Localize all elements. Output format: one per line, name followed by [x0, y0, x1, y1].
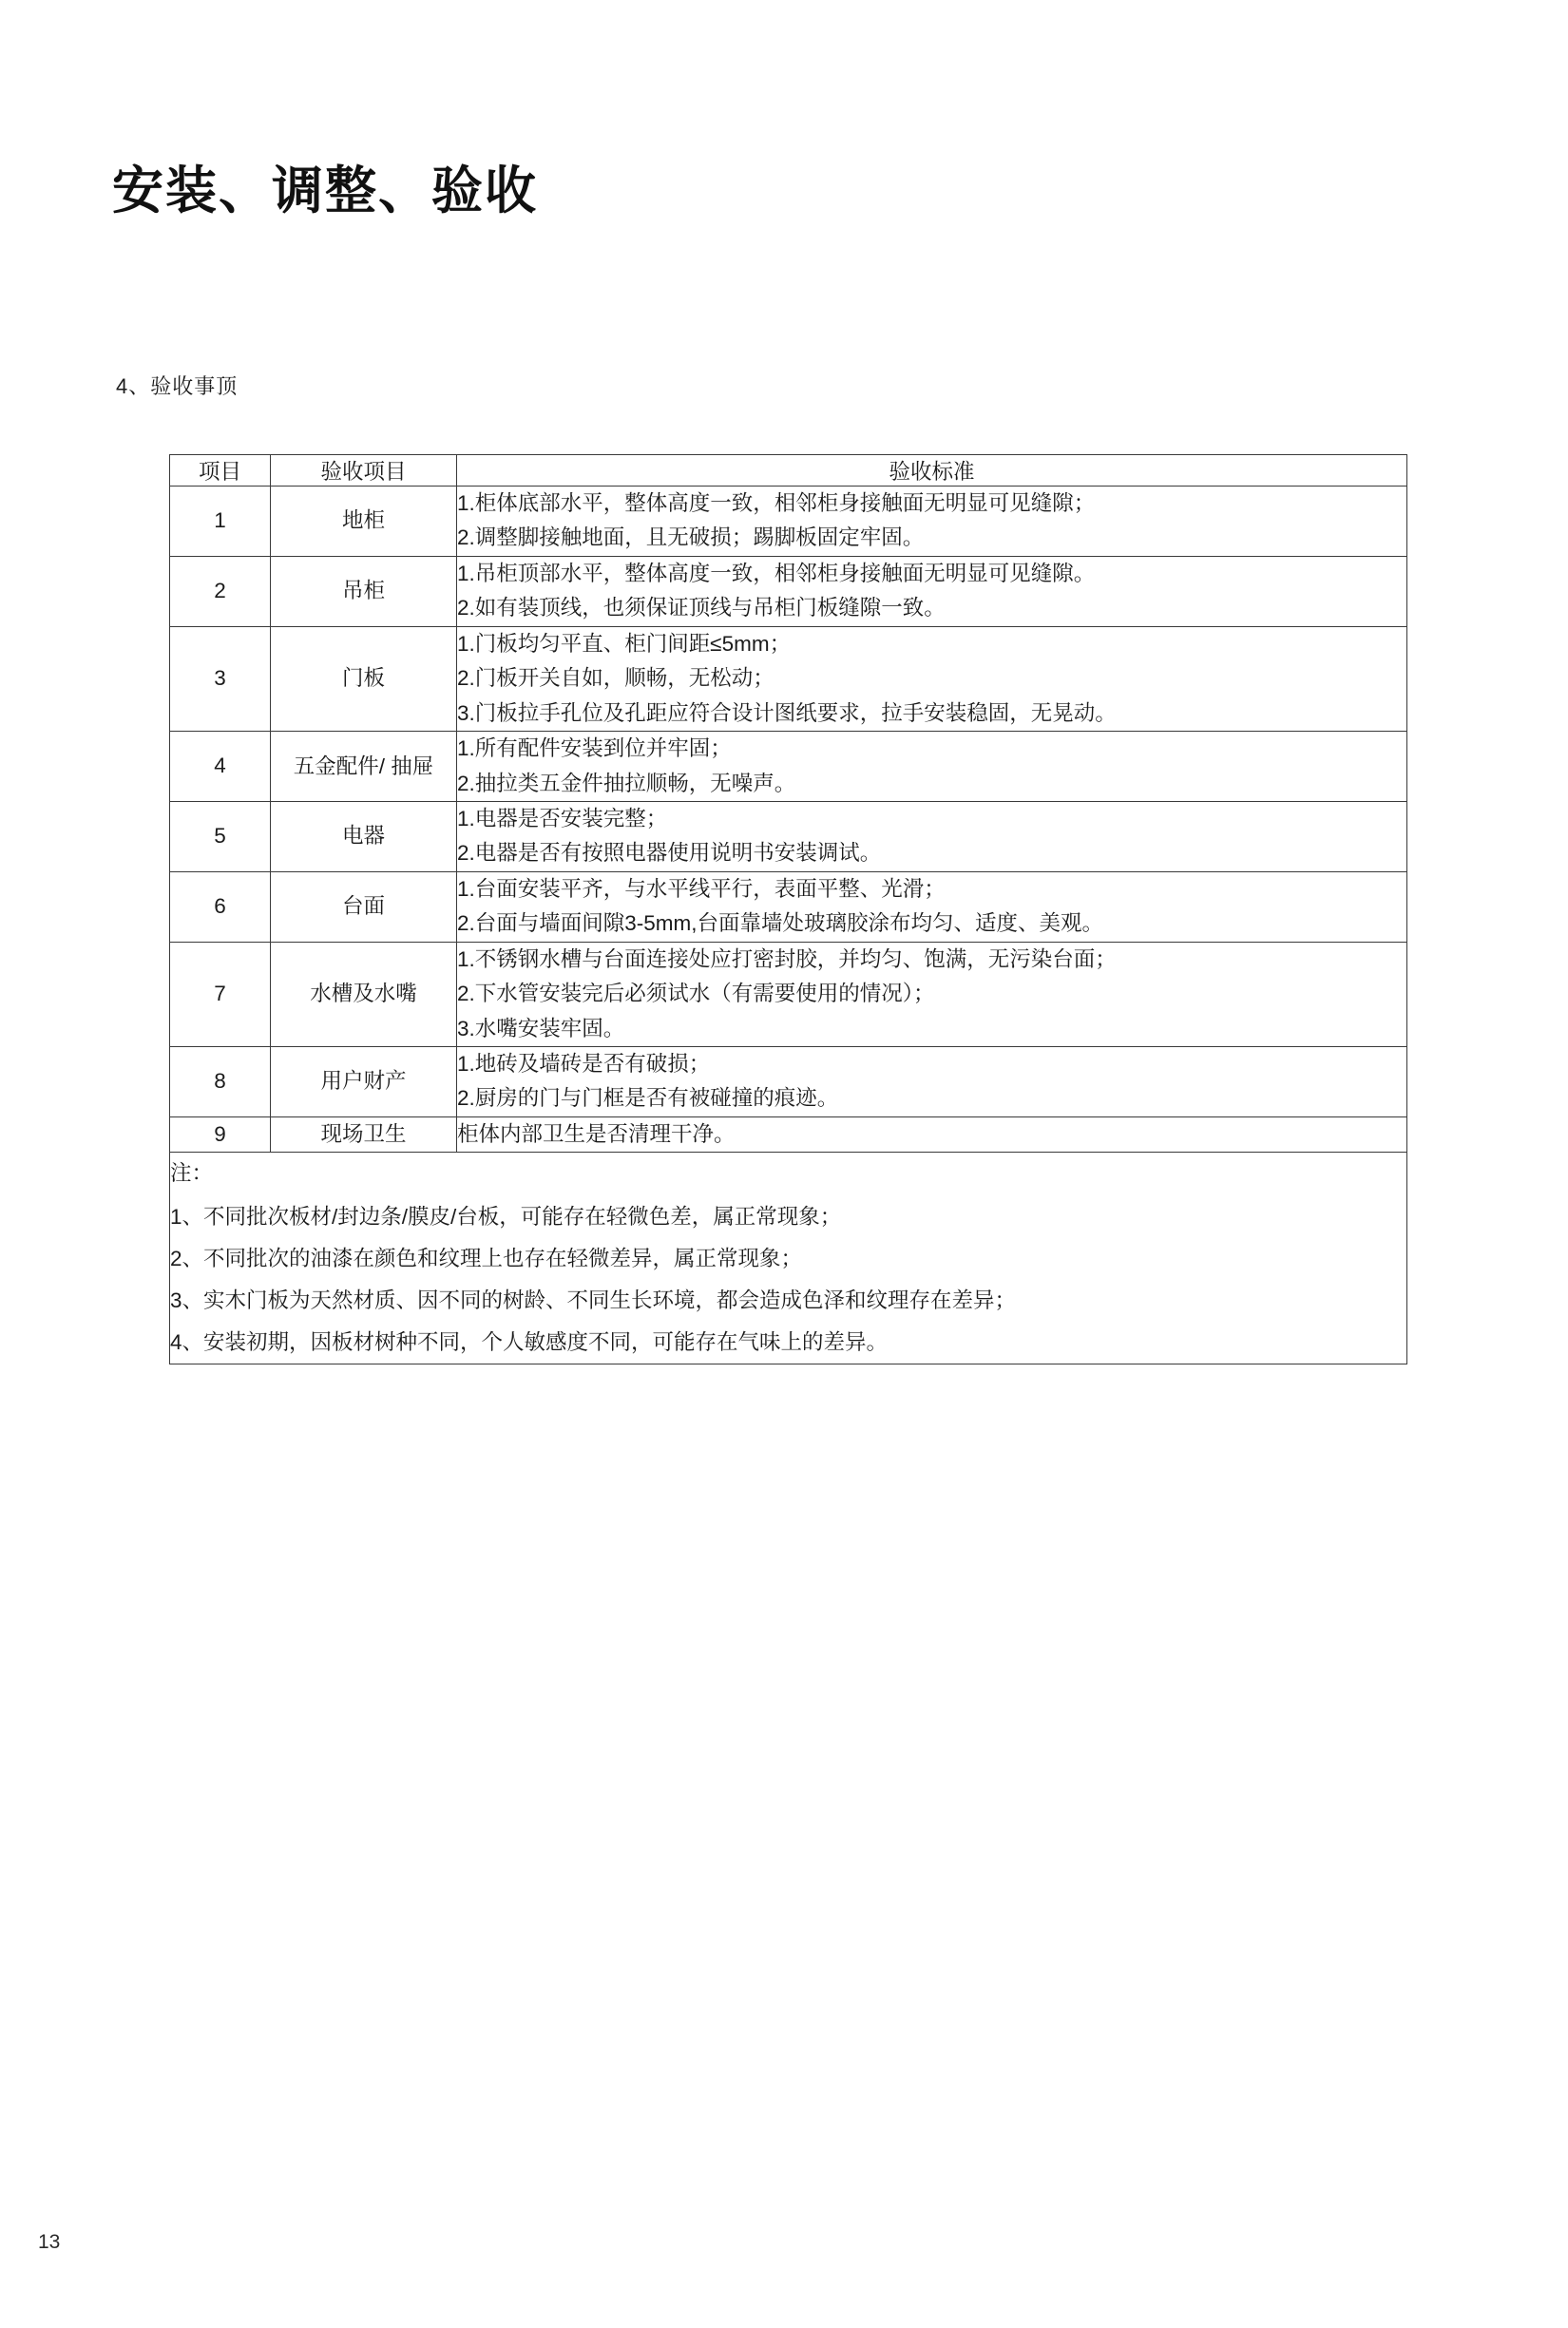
standard-line: 3.门板拉手孔位及孔距应符合设计图纸要求，拉手安装稳固，无晃动。 [457, 700, 1117, 725]
row-standard [457, 801, 1407, 871]
standard-line: 2.调整脚接触地面，且无破损；踢脚板固定牢固。 [457, 525, 925, 550]
table-row [170, 871, 1407, 942]
row-standard [457, 1116, 1407, 1152]
row-item: 地柜 [271, 487, 457, 557]
table-row [170, 556, 1407, 626]
column-header-standard: 验收标准 [457, 455, 1407, 487]
row-id: 5 [170, 801, 271, 871]
standard-line: 1.地砖及墙砖是否有破损； [457, 1052, 711, 1076]
row-id: 9 [170, 1116, 271, 1152]
standard-line: 1.吊柜顶部水平，整体高度一致，相邻柜身接触面无明显可见缝隙。 [457, 561, 1096, 585]
row-item [271, 732, 457, 802]
row-id: 7 [170, 942, 271, 1046]
page-title: 安装、调整、验收 [112, 162, 538, 220]
row-standard [457, 626, 1407, 731]
row-item: 门板 [271, 626, 457, 731]
standard-line: 2.抽拉类五金件抽拉顺畅，无噪声。 [457, 771, 796, 795]
row-item: 水槽及水嘴 [271, 942, 457, 1046]
row-item: 电器 [271, 801, 457, 871]
row-standard [457, 732, 1407, 802]
row-id: 1 [170, 487, 271, 557]
table-row [170, 626, 1407, 731]
standard-line: 1.不锈钢水槽与台面连接处应打密封胶，并均匀、饱满，无污染台面； [457, 946, 1117, 971]
notes-line: 1、不同批次板材/封边条/膜皮/台板，可能存在轻微色差，属正常现象； [170, 1205, 842, 1230]
table-row [170, 487, 1407, 557]
table-row [170, 801, 1407, 871]
standard-line: 2.门板开关自如，顺畅，无松动； [457, 666, 774, 691]
notes-title: 注： [170, 1161, 214, 1186]
standard-line: 1.电器是否安装完整； [457, 806, 668, 830]
row-standard [457, 556, 1407, 626]
row-id: 4 [170, 732, 271, 802]
row-item: 吊柜 [271, 556, 457, 626]
notes-line: 2、不同批次的油漆在颜色和纹理上也存在轻微差异，属正常现象； [170, 1247, 803, 1271]
standard-line: 1.所有配件安装到位并牢固； [457, 736, 732, 761]
row-id: 3 [170, 626, 271, 731]
table-notes-row [170, 1153, 1407, 1364]
column-header-item: 验收项目 [271, 455, 457, 487]
row-standard [457, 942, 1407, 1046]
acceptance-table-wrapper [169, 454, 1406, 1364]
row-standard [457, 1047, 1407, 1117]
standard-line: 2.台面与墙面间隙3-5mm,台面靠墙处玻璃胶涂布均匀、适度、美观。 [457, 911, 1104, 936]
section-label: 4、验收事顶 [116, 374, 239, 398]
row-id: 2 [170, 556, 271, 626]
page-number: 13 [38, 2231, 61, 2253]
standard-line: 1.台面安装平齐，与水平线平行，表面平整、光滑； [457, 876, 946, 901]
standard-line: 1.门板均匀平直、柜门间距≤5mm； [457, 631, 792, 656]
table-row [170, 1116, 1407, 1152]
table-row [170, 1047, 1407, 1117]
row-item: 现场卫生 [271, 1116, 457, 1152]
row-item: 台面 [271, 871, 457, 942]
row-standard [457, 871, 1407, 942]
table-row [170, 732, 1407, 802]
notes-cell [170, 1153, 1407, 1364]
row-item-line: 抽屉 [391, 754, 434, 778]
notes-line: 4、安装初期，因板材树种不同，个人敏感度不同，可能存在气味上的差异。 [170, 1329, 889, 1354]
column-header-id: 项目 [170, 455, 271, 487]
row-item: 用户财产 [271, 1047, 457, 1117]
table-header-row [170, 455, 1407, 487]
row-id: 6 [170, 871, 271, 942]
standard-line: 1.柜体底部水平，整体高度一致，相邻柜身接触面无明显可见缝隙； [457, 491, 1096, 515]
standard-line: 2.如有装顶线，也须保证顶线与吊柜门板缝隙一致。 [457, 596, 946, 620]
standard-line: 2.下水管安装完后必须试水（有需要使用的情况）； [457, 982, 935, 1006]
acceptance-table [169, 454, 1407, 1364]
notes-line: 3、实木门板为天然材质、因不同的树龄、不同生长环境，都会造成色泽和纹理存在差异； [170, 1288, 1017, 1312]
row-id: 8 [170, 1047, 271, 1117]
standard-line: 3.水嘴安装牢固。 [457, 1016, 625, 1040]
standard-line: 2.电器是否有按照电器使用说明书安装调试。 [457, 841, 882, 866]
row-standard [457, 487, 1407, 557]
row-item-line: 五金配件/ [293, 754, 385, 778]
standard-line: 2.厨房的门与门框是否有被碰撞的痕迹。 [457, 1086, 839, 1111]
table-row [170, 942, 1407, 1046]
standard-line: 柜体内部卫生是否清理干净。 [457, 1121, 736, 1146]
